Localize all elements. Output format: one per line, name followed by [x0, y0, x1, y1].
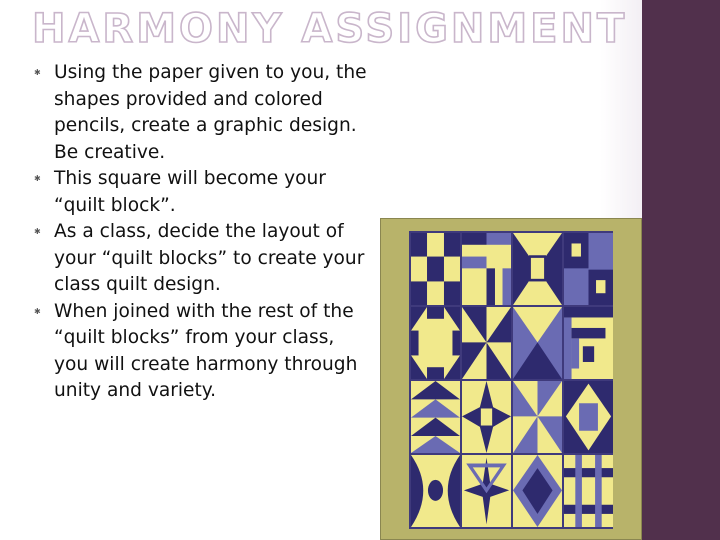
- bullet-text: When joined with the rest of the “quilt blocks” from your class, you will create harmony through unity and variety.: [54, 300, 358, 401]
- bullet-item: [34, 299, 374, 405]
- bullet-item: [34, 166, 374, 219]
- bullet-icon: ✱: [34, 227, 41, 236]
- quilt-block: [564, 455, 613, 527]
- quilt-block: [513, 455, 562, 527]
- quilt-block: [513, 307, 562, 379]
- bullet-list: [34, 60, 374, 405]
- bullet-icon: ✱: [34, 68, 41, 77]
- quilt-block: [462, 381, 511, 453]
- quilt-block: [411, 233, 460, 305]
- bullet-text: Using the paper given to you, the shapes provided and colored pencils, create a graphic design. Be creative.: [54, 62, 367, 163]
- bullet-item: [34, 60, 374, 166]
- quilt-block: [462, 455, 511, 527]
- quilt-block: [462, 307, 511, 379]
- bullet-icon: ✱: [34, 306, 41, 316]
- quilt-image: [380, 218, 642, 540]
- bullet-text: As a class, decide the layout of your “quilt blocks” to create your class quilt design.: [54, 221, 365, 295]
- decorative-sidebar-strip: [642, 0, 720, 540]
- quilt-block: [564, 233, 613, 305]
- quilt-block: [513, 233, 562, 305]
- bullet-item: [34, 219, 374, 299]
- quilt-block: [411, 381, 460, 453]
- quilt-block: [411, 455, 460, 527]
- bullet-text: This square will become your “quilt block”.: [54, 168, 326, 216]
- quilt-block: [564, 307, 613, 379]
- quilt-block: [564, 381, 613, 453]
- quilt-block: [411, 307, 460, 379]
- slide-title: HARMONY ASSIGNMENT: [32, 6, 628, 52]
- quilt-block: [513, 381, 562, 453]
- quilt-block: [462, 233, 511, 305]
- quilt-sashing: [409, 231, 613, 529]
- bullet-icon: ✱: [34, 174, 41, 183]
